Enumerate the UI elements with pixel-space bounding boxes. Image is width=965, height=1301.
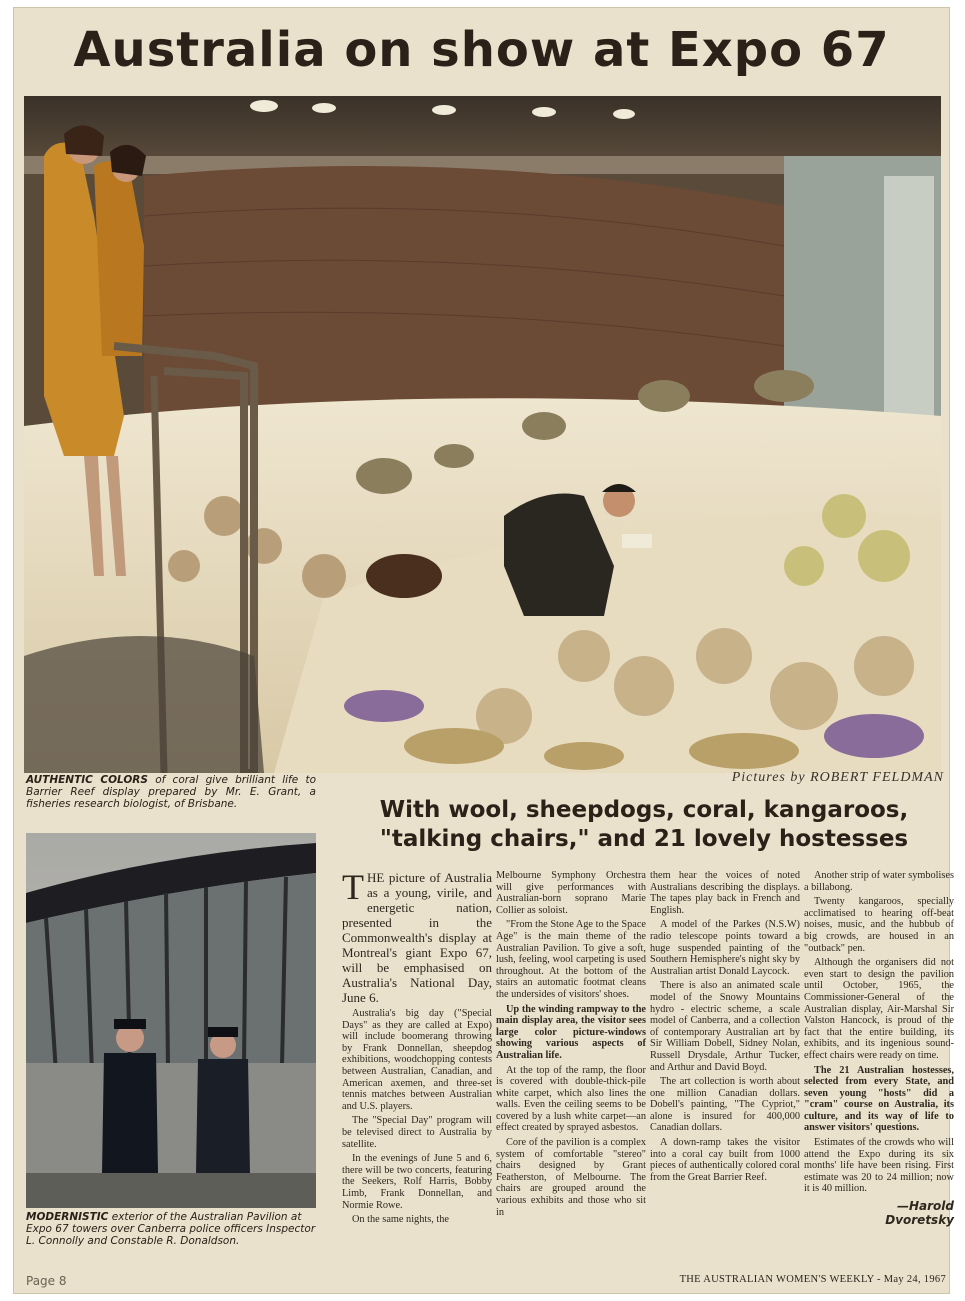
photo-credit: Pictures by ROBERT FELDMAN bbox=[731, 770, 944, 785]
paragraph: There is also an animated scale model of the Snowy Mountains hydro - electric scheme, a scale model of Canberra, and a collection of contemporary Australian art by Sir William Dobell, Sidney Nolan, Russell Drysdale, Arthur Tucker, and Arthur and David Boyd. bbox=[650, 980, 800, 1073]
bold-paragraph: Up the winding rampway to the main display area, the visitor sees large color picture-windows showing various aspects of Australian life. bbox=[496, 1003, 646, 1061]
article-column-4 bbox=[804, 870, 954, 1227]
article-column-3 bbox=[650, 870, 800, 1186]
paragraph: On the same nights, the bbox=[352, 1214, 449, 1226]
article-subhead bbox=[344, 796, 944, 854]
paragraph: A model of the Parkes (N.S.W) radio telescope points toward a huge suspended painting of the Southern Hemisphere's night sky by Australian artist Donald Laycock. bbox=[650, 919, 800, 977]
paragraph: In the evenings of June 5 and 6, there will be two concerts, featuring the Seekers, Rolf Harris, Bobby Limb, Frank Donnellan, and Normie Rowe. bbox=[342, 1153, 492, 1211]
caption-lead: AUTHENTIC COLORS bbox=[26, 774, 148, 786]
exterior-photo-caption bbox=[26, 1211, 318, 1247]
pavilion-exterior-photo bbox=[26, 833, 316, 1208]
paragraph: Twenty kangaroos, specially acclimatised to hearing off-beat noises, music, and the hubbub of big crowds, are housed in an "outback" pen. bbox=[804, 896, 954, 954]
caption-lead: MODERNISTIC bbox=[26, 1211, 109, 1223]
paragraph: Another strip of water symbolises a billabong. bbox=[804, 870, 954, 893]
publication-footer: THE AUSTRALIAN WOMEN'S WEEKLY - May 24, 1967 bbox=[679, 1274, 946, 1285]
byline-line-1: —Harold bbox=[896, 1199, 954, 1214]
page-number: Page 8 bbox=[26, 1274, 67, 1288]
paragraph: At the top of the ramp, the floor is covered with double-thick-pile white carpet, which also lines the walls. Even the ceiling seems to be covered by a lush white carpet—an effect created by sprayed asbestos. bbox=[496, 1064, 646, 1134]
paragraph: them hear the voices of noted Australians describing the displays. The tapes play back in French and English. bbox=[650, 870, 800, 916]
article-column-1 bbox=[342, 867, 492, 1229]
caption-text: exterior of the Australian Pavilion at Expo 67 towers over Canberra police officers Inspector L. Connolly and Constable R. Donaldson. bbox=[26, 1211, 316, 1247]
paragraph: The "Special Day" program will be televised direct to Australia by satellite. bbox=[342, 1115, 492, 1150]
headline: Australia on show at Expo 67 bbox=[73, 22, 890, 78]
magazine-page bbox=[14, 8, 954, 1293]
coral-display-photo bbox=[24, 96, 941, 773]
paragraph: "From the Stone Age to the Space Age" is the main theme of the Australian Pavilion. To give a soft, lush, feeling, wool carpeting is used throughout. At the bottom of the stairs an automatic footmat cleans the undersides of visitors' shoes. bbox=[496, 919, 646, 1000]
paragraph: Core of the pavilion is a complex system of comfortable "stereo" chairs designed by Grant Featherston, of Melbourne. The chairs are grouped around the various exhibits and those who sit in bbox=[496, 1137, 646, 1218]
byline-line-2: Dvoretsky bbox=[885, 1213, 954, 1228]
paragraph: A down-ramp takes the visitor into a coral cay built from 1000 pieces of authentically colored coral from the Great Barrier Reef. bbox=[650, 1137, 800, 1183]
paragraph: Estimates of the crowds who will attend the Expo during its six months' life have been rising. First estimate was 20 to 24 million; now it is 40 million. bbox=[804, 1137, 954, 1195]
author-byline bbox=[804, 1199, 954, 1227]
bold-paragraph: The 21 Australian hostesses, selected from every State, and seven young "hosts" did a "cram" course on Australia, its culture, and its way of life to answer visitors' questions. bbox=[804, 1064, 954, 1134]
paragraph: Australia's big day ("Special Days" as they are called at Expo) will include boomerang throwing by Frank Donnellan, sheepdog exhibitions, woodchopping contests between Australian, Canadian, and American axemen, and three-set tennis matches between Australian and U.S. players. bbox=[342, 1008, 492, 1112]
paragraph: Although the organisers did not even start to design the pavilion until October, 1965, the Commissioner-General of the Australian display, Air-Marshal Sir Valston Hancock, is proud of the fact that the entire building, its exhibits, and its ingenious sound-effect chairs were ready on time. bbox=[804, 957, 954, 1061]
paragraph: The art collection is worth about one million Canadian dollars. Dobell's painting, "The Cypriot," alone is insured for 400,000 Canadian dollars. bbox=[650, 1076, 800, 1134]
drop-cap: T bbox=[342, 867, 364, 907]
subhead-line-2: "talking chairs," and 21 lovely hostesses bbox=[379, 826, 909, 852]
main-photo-caption bbox=[26, 774, 316, 810]
caption-text: of coral give brilliant life to Barrier Reef display prepared by Mr. E. Grant, a fisheries research biologist, of Brisbane. bbox=[26, 774, 316, 810]
paragraph: Melbourne Symphony Orchestra will give performances with Australian-born soprano Marie Collier as soloist. bbox=[496, 870, 646, 916]
subhead-line-1: With wool, sheepdogs, coral, kangaroos, bbox=[379, 797, 909, 823]
lead-text: HE picture of Australia as a young, virile, and energetic nation, presented in the Commonwealth's display at Montreal's giant Expo 67, will be emphasised on Australia's National Day, June 6. bbox=[342, 870, 492, 1005]
article-column-2 bbox=[496, 870, 646, 1221]
article-lead-paragraph bbox=[342, 867, 492, 1005]
